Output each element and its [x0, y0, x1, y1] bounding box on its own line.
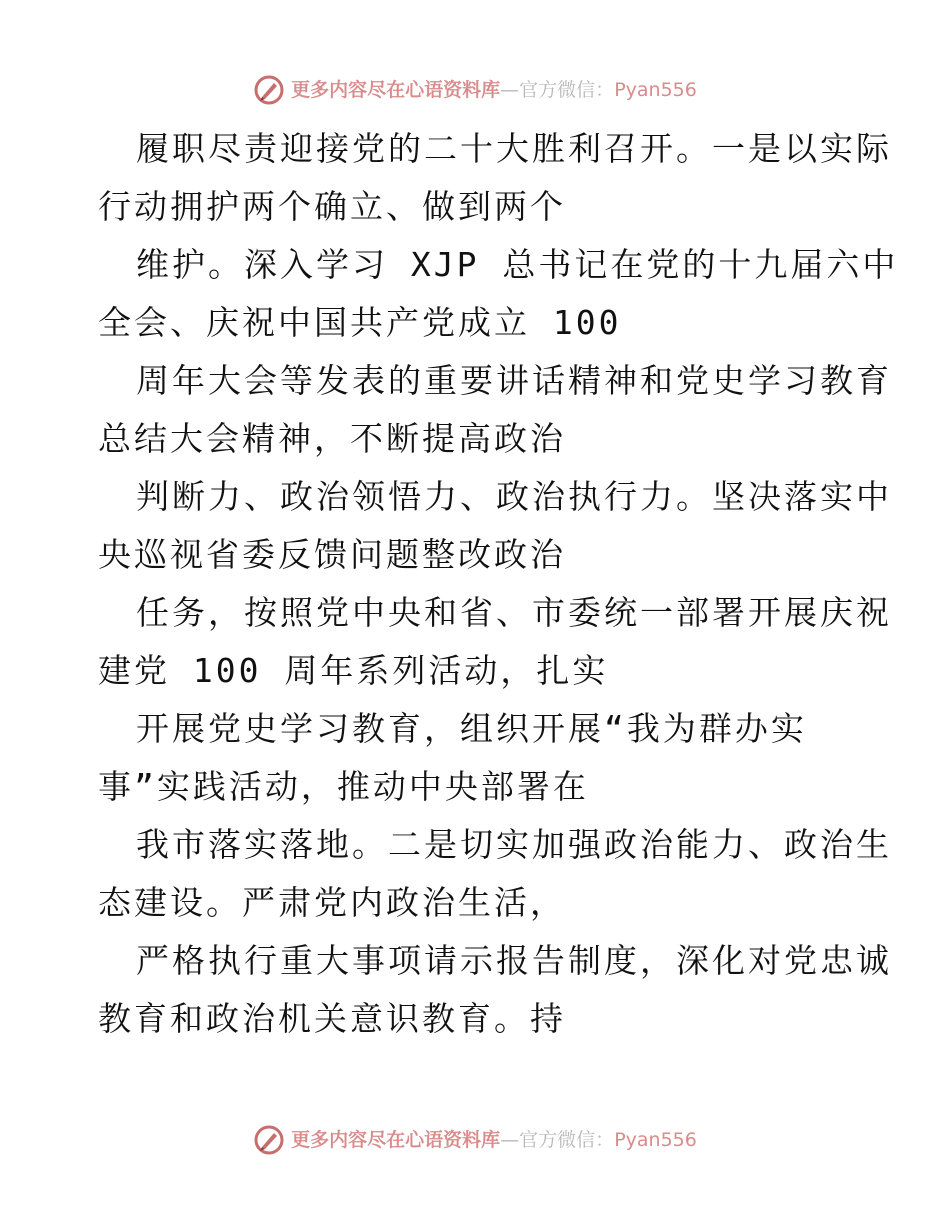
- header-watermark: [0, 70, 950, 110]
- watermark-brand: 更多内容尽在心语资料库: [291, 1128, 501, 1151]
- watermark-wechat-label: 官方微信：: [519, 78, 615, 101]
- text-line: 周年大会等发表的重要讲话精神和党史学习教育: [136, 361, 892, 400]
- footer-watermark: [0, 1120, 950, 1160]
- text-line: 严格执行重大事项请示报告制度，深化对党忠诚: [136, 941, 892, 980]
- text-line: 全会、庆祝中国共产党成立 100: [98, 303, 622, 342]
- watermark-brand: 更多内容尽在心语资料库: [291, 78, 501, 101]
- watermark-separator: —: [500, 1128, 520, 1151]
- text-line: 开展党史学习教育，组织开展“我为群办实: [136, 709, 807, 748]
- watermark-wechat-label: 官方微信：: [519, 1128, 615, 1151]
- text-line: 态建设。严肃党内政治生活，: [98, 883, 566, 922]
- watermark-wechat-id: Pyan556: [614, 1128, 697, 1151]
- text-line: 我市落实落地。二是切实加强政治能力、政治生: [136, 825, 892, 864]
- paragraph: [98, 468, 892, 584]
- paragraph: [98, 352, 892, 468]
- text-line: 判断力、政治领悟力、政治执行力。坚决落实中: [136, 477, 892, 516]
- watermark-separator: —: [500, 78, 520, 101]
- pen-circle-logo-icon: [253, 1124, 285, 1156]
- paragraph: [98, 700, 858, 816]
- text-line: 行动拥护两个确立、做到两个: [98, 187, 566, 226]
- text-line: 任务，按照党中央和省、市委统一部署开展庆祝: [136, 593, 892, 632]
- watermark-wechat-id: Pyan556: [614, 78, 697, 101]
- paragraph: [98, 120, 892, 236]
- text-line: 教育和政治机关意识教育。持: [98, 999, 566, 1038]
- text-line: 总结大会精神，不断提高政治: [98, 419, 566, 458]
- paragraph: [98, 816, 892, 932]
- text-line: 央巡视省委反馈问题整改政治: [98, 535, 566, 574]
- text-line: 维护。深入学习 XJP 总书记在党的十九届六中: [136, 245, 899, 284]
- paragraph: [98, 584, 892, 700]
- paragraph: [98, 236, 899, 352]
- document-body: [98, 120, 899, 1048]
- pen-circle-logo-icon: [253, 74, 285, 106]
- paragraph: [98, 932, 892, 1048]
- text-line: 履职尽责迎接党的二十大胜利召开。一是以实际: [136, 129, 892, 168]
- text-line: 建党 100 周年系列活动，扎实: [98, 651, 609, 690]
- text-line: 事”实践活动，推动中央部署在: [98, 767, 589, 806]
